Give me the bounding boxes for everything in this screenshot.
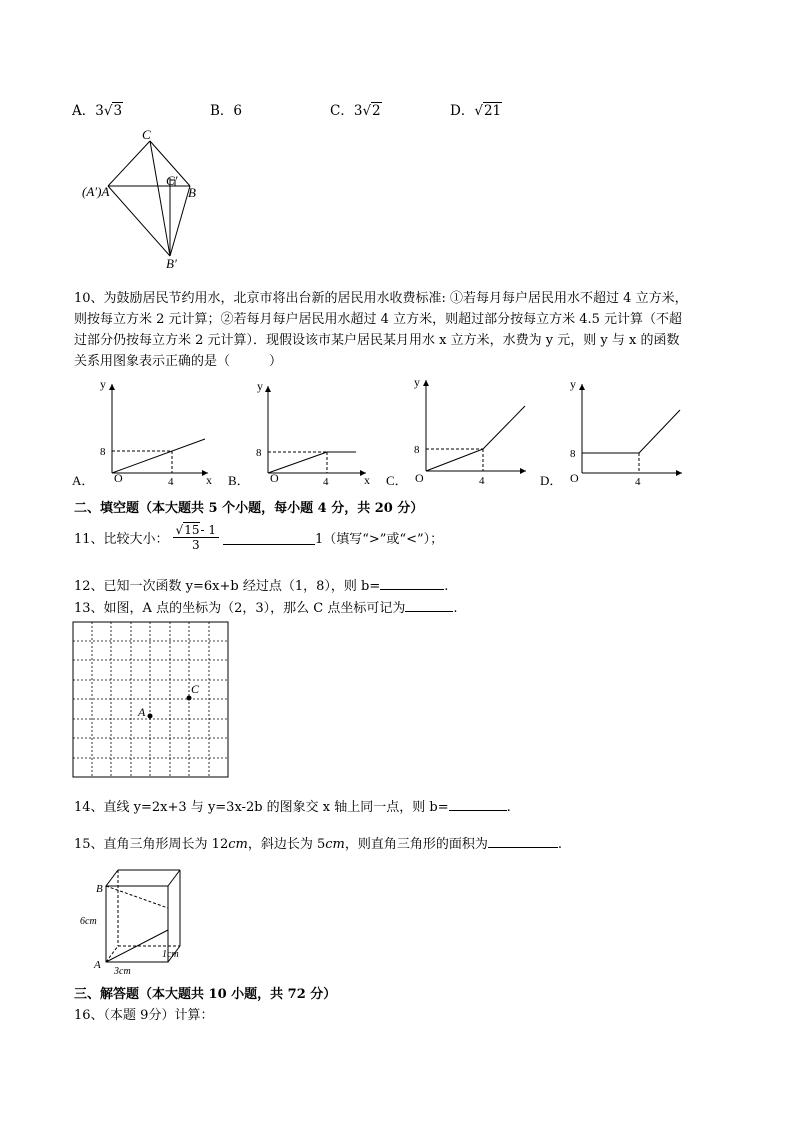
point-a — [148, 714, 153, 719]
svg-text:C．: C． — [386, 473, 408, 488]
q9-option-a: A．3√3 — [72, 103, 123, 119]
svg-text:4: 4 — [479, 475, 485, 487]
label-b-prime: B′ — [166, 256, 177, 271]
q13-answer-blank[interactable] — [405, 598, 453, 612]
svg-text:8: 8 — [256, 447, 262, 459]
svg-text:x: x — [206, 473, 212, 487]
q13-grid — [72, 621, 230, 779]
svg-text:y: y — [570, 377, 576, 391]
q15-answer-blank[interactable] — [488, 834, 558, 848]
svg-text:O: O — [415, 471, 424, 485]
label-c: C — [142, 128, 151, 142]
svg-text:B．: B． — [228, 473, 250, 488]
svg-text:A: A — [94, 959, 101, 971]
svg-text:O: O — [270, 471, 279, 485]
q11-answer-blank[interactable] — [223, 531, 315, 545]
svg-text:3cm: 3cm — [114, 966, 131, 977]
svg-text:A: A — [138, 705, 146, 719]
svg-text:x: x — [364, 473, 370, 487]
cuboid-figure — [76, 864, 196, 978]
svg-text:y: y — [257, 379, 263, 393]
svg-text:D．: D． — [540, 473, 563, 488]
svg-text:6cm: 6cm — [80, 916, 97, 927]
q9-option-c: C．3√2 — [330, 103, 381, 119]
svg-text:8: 8 — [570, 448, 576, 460]
svg-text:1cm: 1cm — [162, 949, 179, 960]
q16: 16、（本题 9分）计算： — [74, 1008, 214, 1023]
q11: 11、比较大小： $\frac{√15- 1}{3}$ 1（填写“>”或“<”）； — [74, 523, 444, 552]
q9-option-b: B．6 — [210, 103, 243, 119]
point-c — [187, 696, 192, 701]
svg-text:C: C — [191, 682, 200, 696]
svg-text:B: B — [96, 883, 103, 895]
label-b: B — [188, 185, 196, 200]
q13: 13、如图，A 点的坐标为（2，3），那么 C 点坐标可记为 . — [74, 597, 457, 616]
q9-option-d: D．√21 — [450, 103, 502, 119]
q15: 15、直角三角形周长为 12cm，斜边长为 5cm，则直角三角形的面积为 . — [74, 833, 562, 852]
q12-answer-blank[interactable] — [380, 576, 444, 590]
q9-fold-figure — [78, 128, 208, 273]
svg-text:4: 4 — [323, 476, 329, 488]
svg-text:y: y — [100, 377, 106, 391]
label-c-prime: C′ — [166, 173, 178, 188]
label-a: (A′)A — [82, 184, 110, 199]
svg-text:8: 8 — [414, 444, 420, 456]
svg-text:y: y — [414, 375, 420, 389]
graph-d — [582, 384, 682, 473]
svg-text:O: O — [570, 471, 579, 485]
section-3-title: 三、解答题（本大题共 10 小题，共 72 分） — [74, 987, 337, 1002]
graph-a — [112, 384, 208, 473]
section-2-title: 二、填空题（本大题共 5 个小题，每小题 4 分，共 20 分） — [74, 501, 424, 516]
svg-text:4: 4 — [635, 476, 641, 488]
svg-text:A．: A． — [72, 473, 95, 488]
q14: 14、直线 y=2x+3 与 y=3x-2b 的图象交 x 轴上同一点，则 b= . — [74, 796, 511, 815]
q14-answer-blank[interactable] — [449, 797, 507, 811]
graph-b — [268, 386, 366, 473]
svg-text:4: 4 — [168, 476, 174, 488]
graph-c — [426, 380, 526, 471]
q10-graphs — [70, 372, 750, 492]
q12: 12、已知一次函数 y=6x+b 经过点（1，8），则 b= . — [74, 575, 448, 594]
svg-text:8: 8 — [100, 446, 106, 458]
q10-question: 10、为鼓励居民节约用水，北京市将出台新的居民用水收费标准: ①若每月每户居民用水不超过 4 立方米， 则按每立方米 2 元计算；②若每月每户居民用水超过 4 立方米，则超过部分按每立方米 4.5 元计算（不超 过部分仍按每立方米 2 元计算）．现假设该市某户居民某月用水 x 立方米，水费为 y 元，则 y 与 x 的函数 关系用图象表示正确的是（ ） — [74, 291, 688, 369]
svg-text:O: O — [114, 471, 123, 485]
